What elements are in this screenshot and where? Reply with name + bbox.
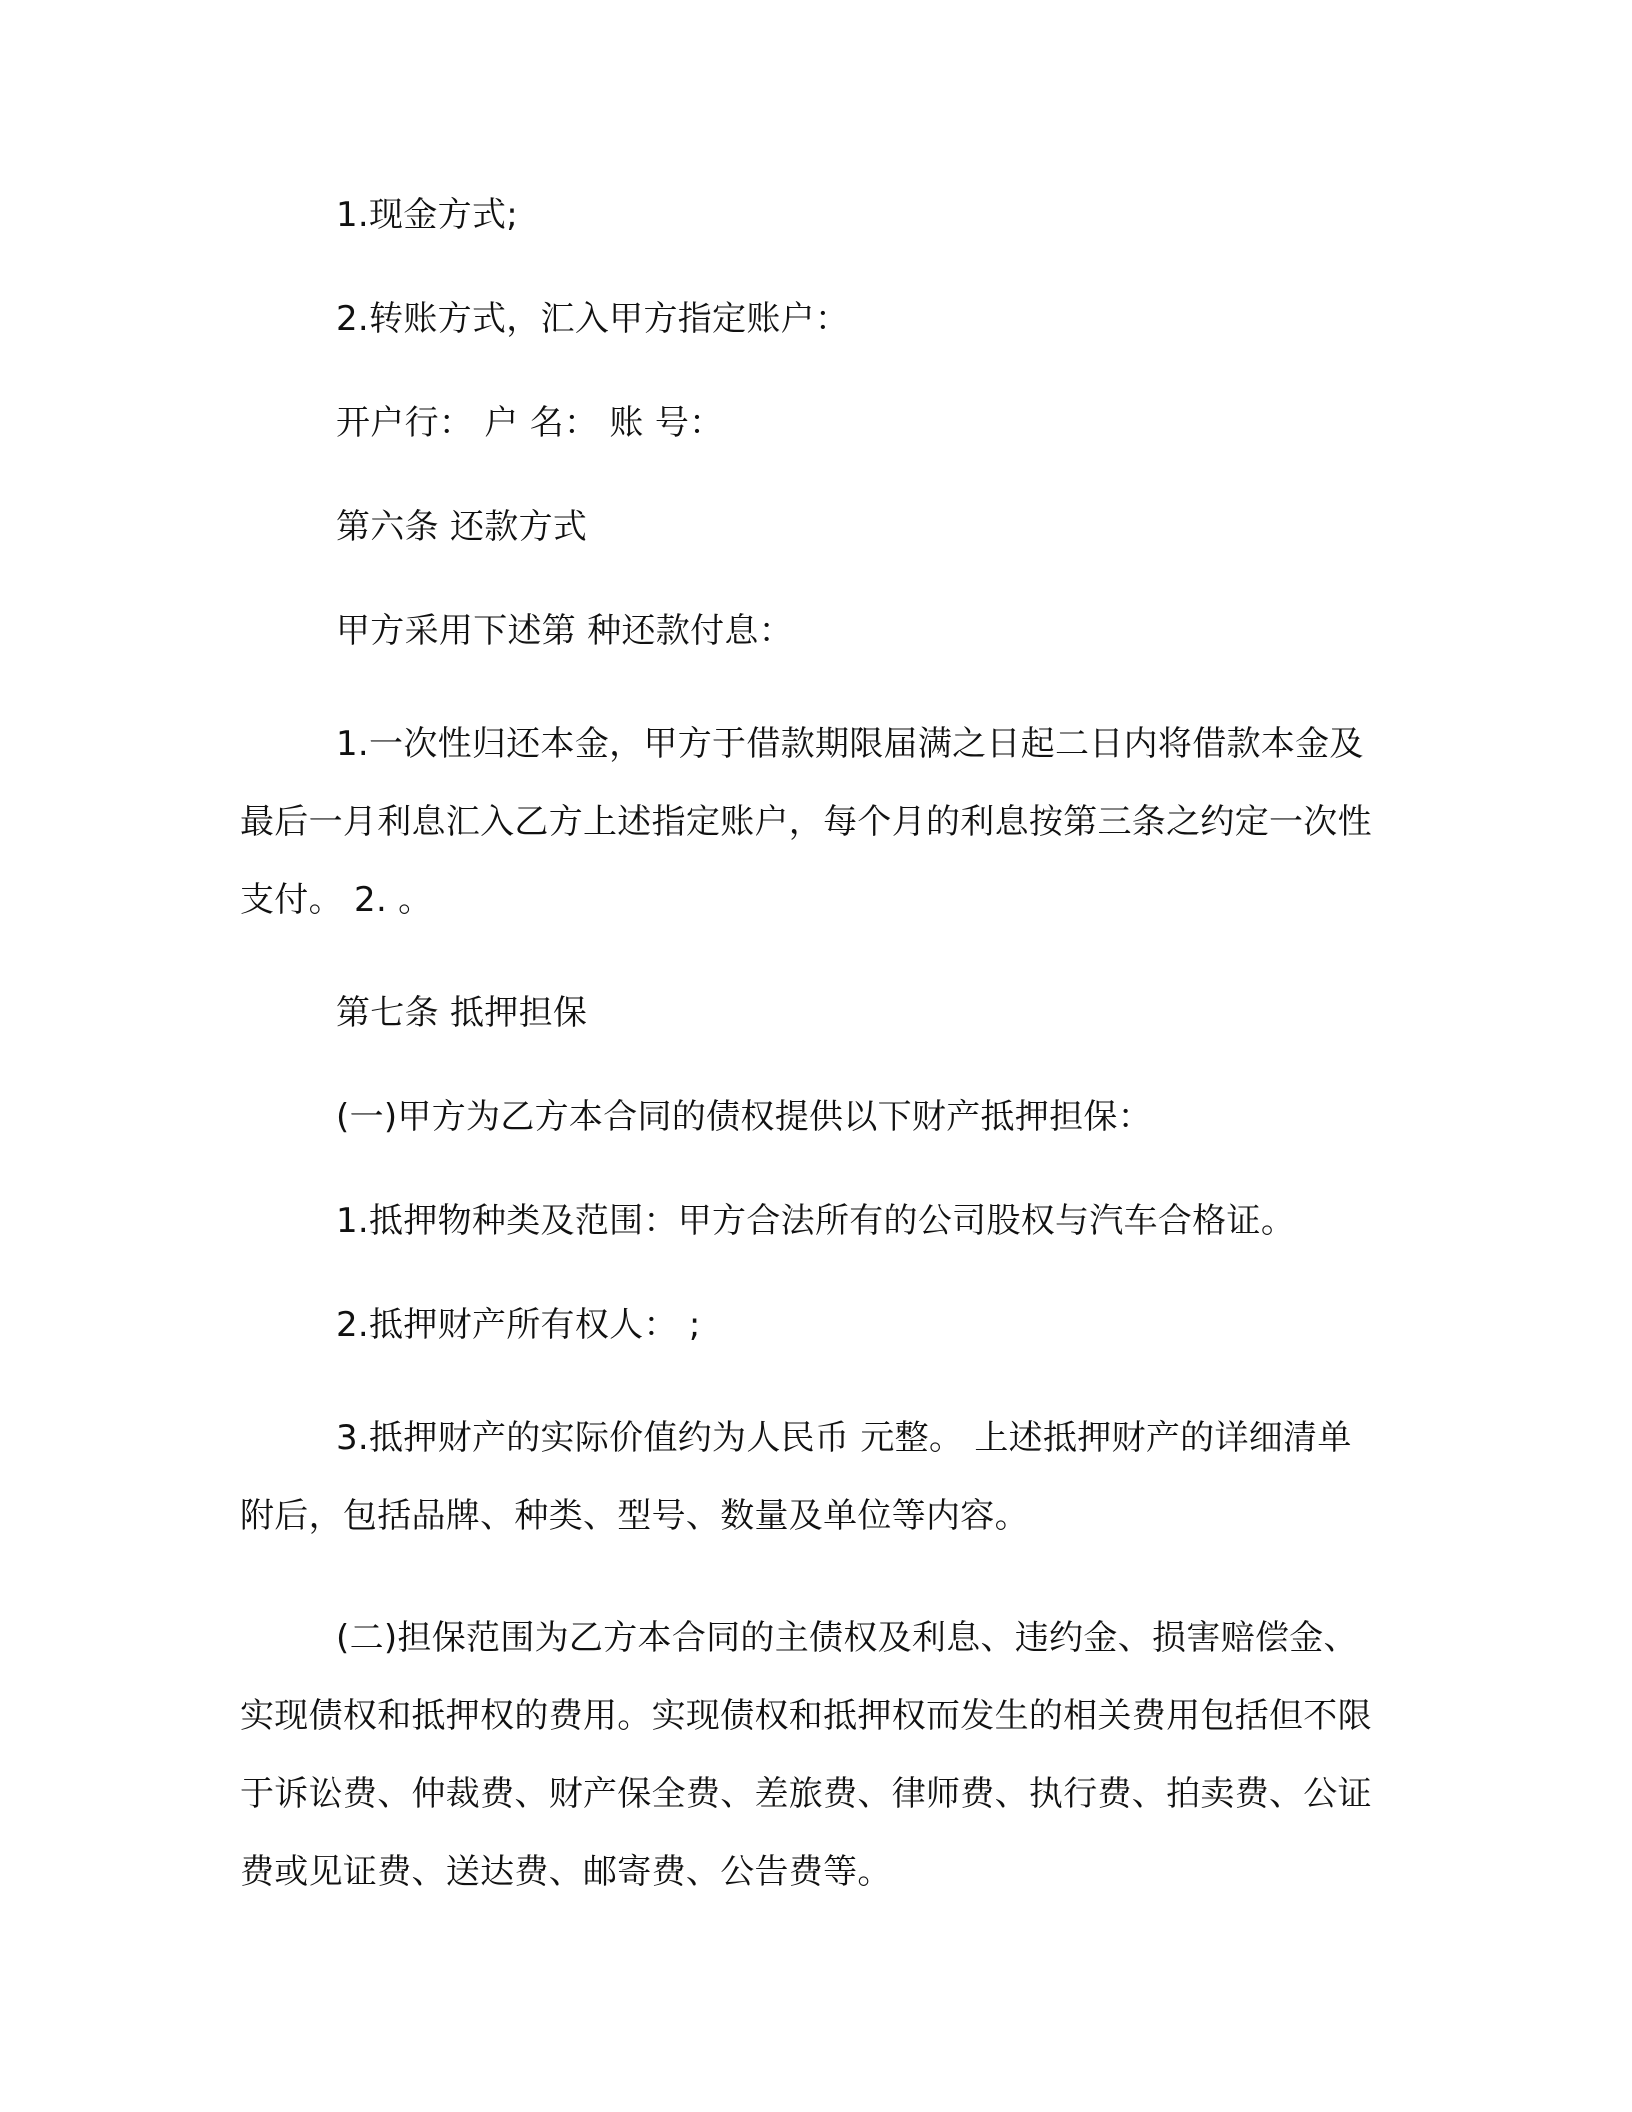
paragraph-collateral-intro: (一)甲方为乙方本合同的债权提供以下财产抵押担保： — [336, 1097, 1153, 1137]
paragraph-collateral-owner: 2.抵押财产所有权人： ; — [336, 1305, 701, 1345]
paragraph-payment-cash: 1.现金方式; — [336, 195, 518, 235]
section-heading-article-6: 第六条 还款方式 — [336, 507, 588, 547]
document-body — [240, 185, 1385, 1955]
paragraph-account-info: 开户行： 户 名： 账 号： — [336, 403, 724, 443]
paragraph-repayment-method: 甲方采用下述第 种还款付息： — [336, 611, 794, 651]
paragraph-repayment-lump-sum: 1.一次性归还本金，甲方于借款期限届满之日起二日内将借款本金及最后一月利息汇入乙方上述指定账户，每个月的利息按第三条之约定一次性支付。 2. 。 — [240, 724, 1372, 920]
paragraph-payment-transfer: 2.转账方式，汇入甲方指定账户： — [336, 299, 850, 339]
paragraph-collateral-value: 3.抵押财产的实际价值约为人民币 元整。 上述抵押财产的详细清单附后，包括品牌、种类、型号、数量及单位等内容。 — [240, 1418, 1352, 1536]
paragraph-guarantee-scope: (二)担保范围为乙方本合同的主债权及利息、违约金、损害赔偿金、实现债权和抵押权的费用。实现债权和抵押权而发生的相关费用包括但不限于诉讼费、仲裁费、财产保全费、差旅费、律师费、执行费、拍卖费、公证费或见证费、送达费、邮寄费、公告费等。 — [240, 1618, 1372, 1892]
section-heading-article-7: 第七条 抵押担保 — [336, 993, 588, 1033]
paragraph-collateral-type: 1.抵押物种类及范围：甲方合法所有的公司股权与汽车合格证。 — [336, 1201, 1296, 1241]
